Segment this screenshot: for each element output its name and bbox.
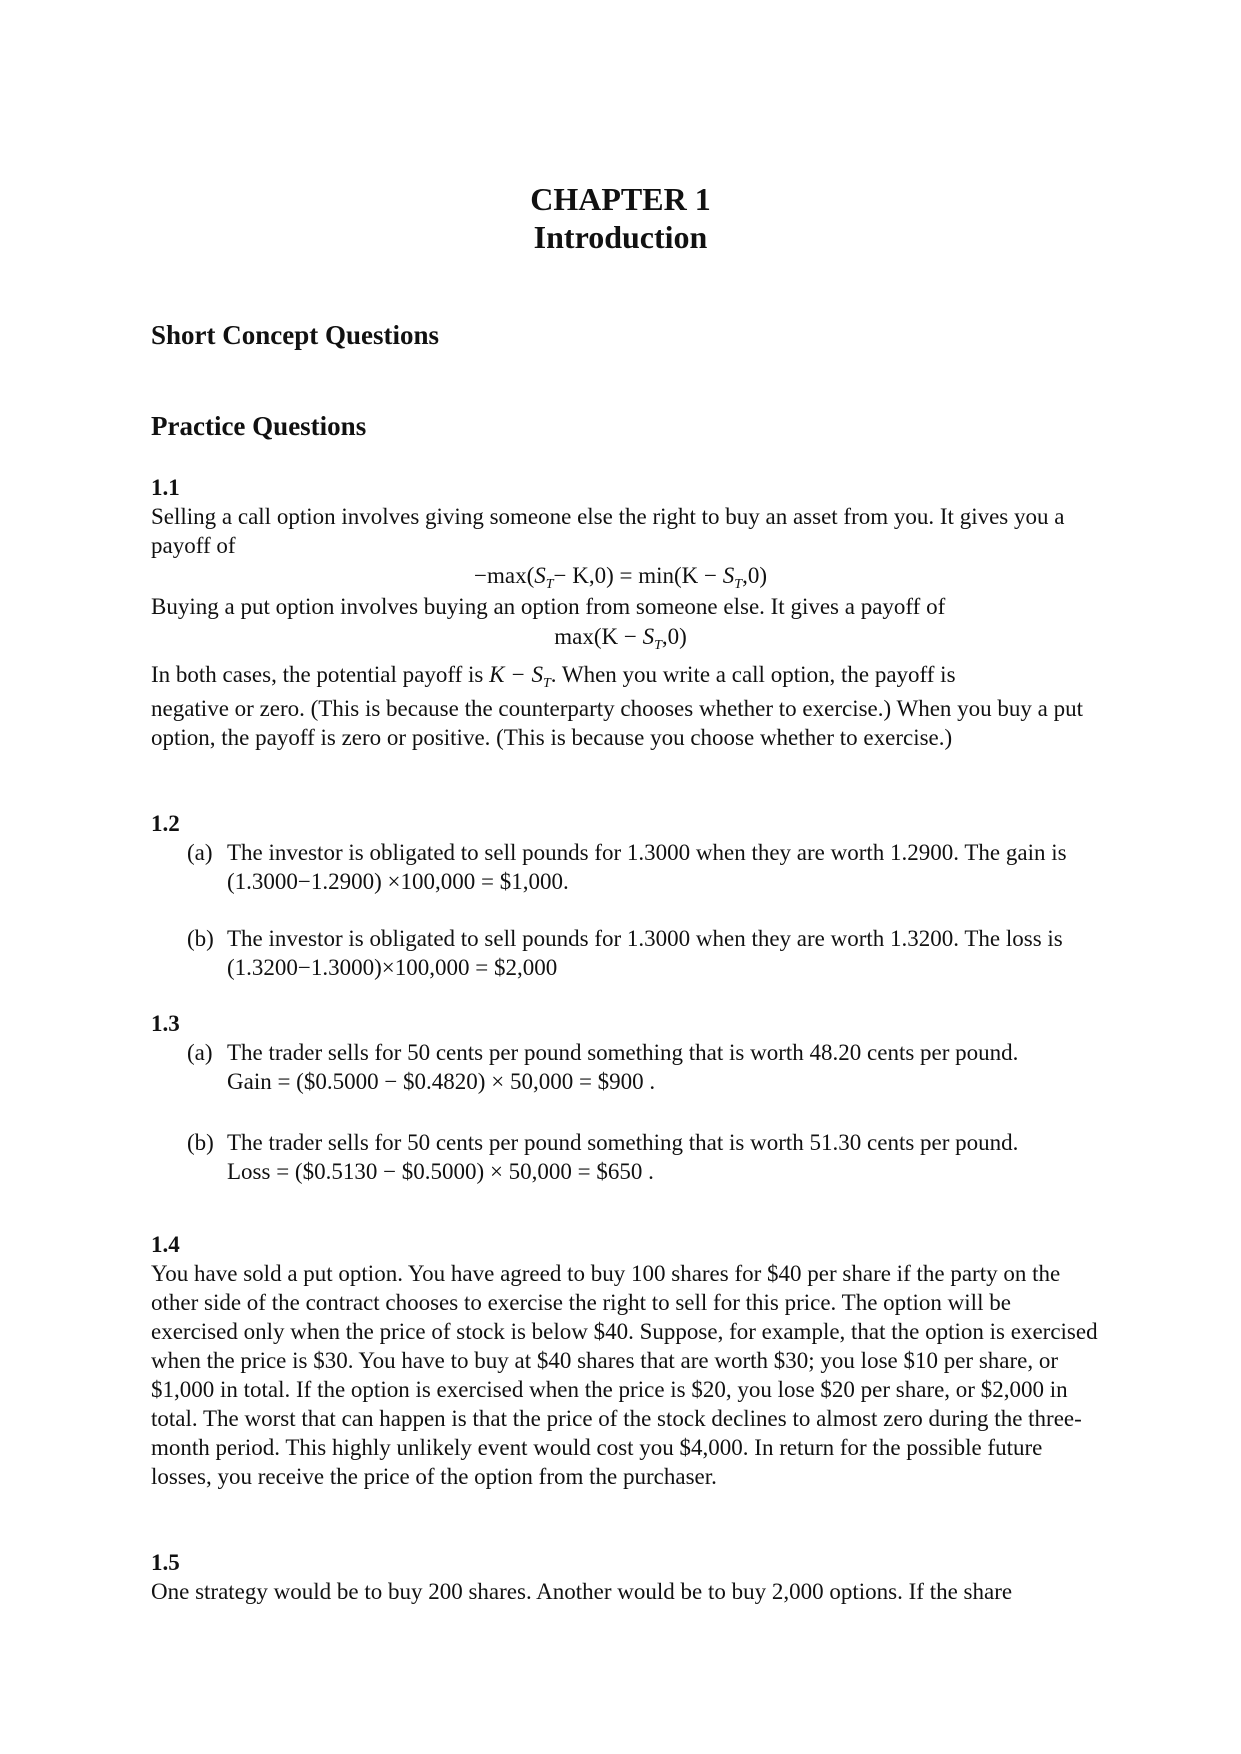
p3-sub: T xyxy=(542,676,551,691)
q1-4-paragraph: You have sold a put option. You have agreed to buy 100 shares for $40 per share if the party on the other side of the contract chooses to exercise the right to sell for this price. The option will be exercised only when the price of stock is below $40. Suppose, for example, that the option is exercised when the price is $30. You have to buy at $40 shares that are worth $30; you lose $10 per share, or $1,000 in total. If the option is exercised when the price is $20, you lose $20 per share, or $2,000 in total. The worst that can happen is that the price of the stock declines to almost zero during the three-month period. This highly unlikely event would cost you $4,000. In return for the possible future losses, you receive the price of the option from the purchaser. xyxy=(151,1261,1098,1489)
p3-expr: K − xyxy=(489,662,532,687)
question-number-1-4: 1.4 xyxy=(151,1232,180,1257)
q1-2-a-label: (a) xyxy=(187,840,213,865)
eq2-s: S xyxy=(642,624,655,649)
q1-1-paragraph-3 xyxy=(151,660,1101,698)
q1-3-item-a xyxy=(187,1038,1107,1096)
p3-rest: . When you write a call option, the payoff is xyxy=(550,662,956,687)
q1-3-item-b xyxy=(187,1128,1107,1186)
q1-1-paragraph-1: Selling a call option involves giving someone else the right to buy an asset from you. It gives you a payoff of xyxy=(151,504,1065,558)
question-number-1-1: 1.1 xyxy=(151,475,180,500)
eq1-mid: − K,0) = min(K − xyxy=(553,563,723,588)
eq1-sub2: T xyxy=(734,577,743,592)
q1-3-a-line1: The trader sells for 50 cents per pound something that is worth 48.20 cents per pound. xyxy=(227,1040,1019,1065)
q1-2-b-text: The investor is obligated to sell pounds for 1.3000 when they are worth 1.3200. The loss is (1.3200−1.3000)×100,000 = $2,000 xyxy=(227,926,1063,980)
q1-1-equation-2 xyxy=(0,622,1241,660)
section-heading-short-concept: Short Concept Questions xyxy=(151,320,440,350)
q1-1-paragraph-2: Buying a put option involves buying an option from someone else. It gives a payoff of xyxy=(151,594,946,619)
eq2-sub: T xyxy=(654,638,662,653)
q1-3-a-line2: Gain = ($0.5000 − $0.4820) × 50,000 = $900 . xyxy=(227,1069,656,1094)
eq1-s2: S xyxy=(722,563,735,588)
section-heading-practice: Practice Questions xyxy=(151,411,367,441)
question-number-1-3: 1.3 xyxy=(151,1011,180,1036)
q1-3-b-line1: The trader sells for 50 cents per pound something that is worth 51.30 cents per pound. xyxy=(227,1130,1019,1155)
eq1-s: S xyxy=(534,563,546,588)
question-number-1-5: 1.5 xyxy=(151,1550,180,1575)
eq1-left: −max( xyxy=(474,563,535,588)
chapter-number: CHAPTER 1 xyxy=(530,181,711,217)
q1-2-item-a xyxy=(187,838,1107,896)
q1-3-b-label: (b) xyxy=(187,1130,214,1155)
eq1-end: ,0) xyxy=(742,563,767,588)
q1-2-b-label: (b) xyxy=(187,926,214,951)
q1-3-b-line2: Loss = ($0.5130 − $0.5000) × 50,000 = $650 . xyxy=(227,1159,654,1184)
eq1-sub: T xyxy=(545,577,554,592)
q1-1-paragraph-4: negative or zero. (This is because the counterparty chooses whether to exercise.) When you buy a put option, the payoff is zero or positive. (This is because you choose whether to exercise.) xyxy=(151,696,1084,750)
eq2-end: ,0) xyxy=(661,624,687,649)
p3-s: S xyxy=(531,662,543,687)
q1-2-item-b xyxy=(187,924,1107,982)
p3-start: In both cases, the potential payoff is xyxy=(151,662,490,687)
eq2-main: max(K − xyxy=(554,624,643,649)
chapter-title: Introduction xyxy=(533,219,708,255)
question-number-1-2: 1.2 xyxy=(151,811,180,836)
q1-2-a-text: The investor is obligated to sell pounds for 1.3000 when they are worth 1.2900. The gain is (1.3000−1.2900) ×100,000 = $1,000. xyxy=(227,840,1067,894)
q1-3-a-label: (a) xyxy=(187,1040,213,1065)
q1-5-paragraph: One strategy would be to buy 200 shares. Another would be to buy 2,000 options. If the share xyxy=(151,1579,1013,1604)
